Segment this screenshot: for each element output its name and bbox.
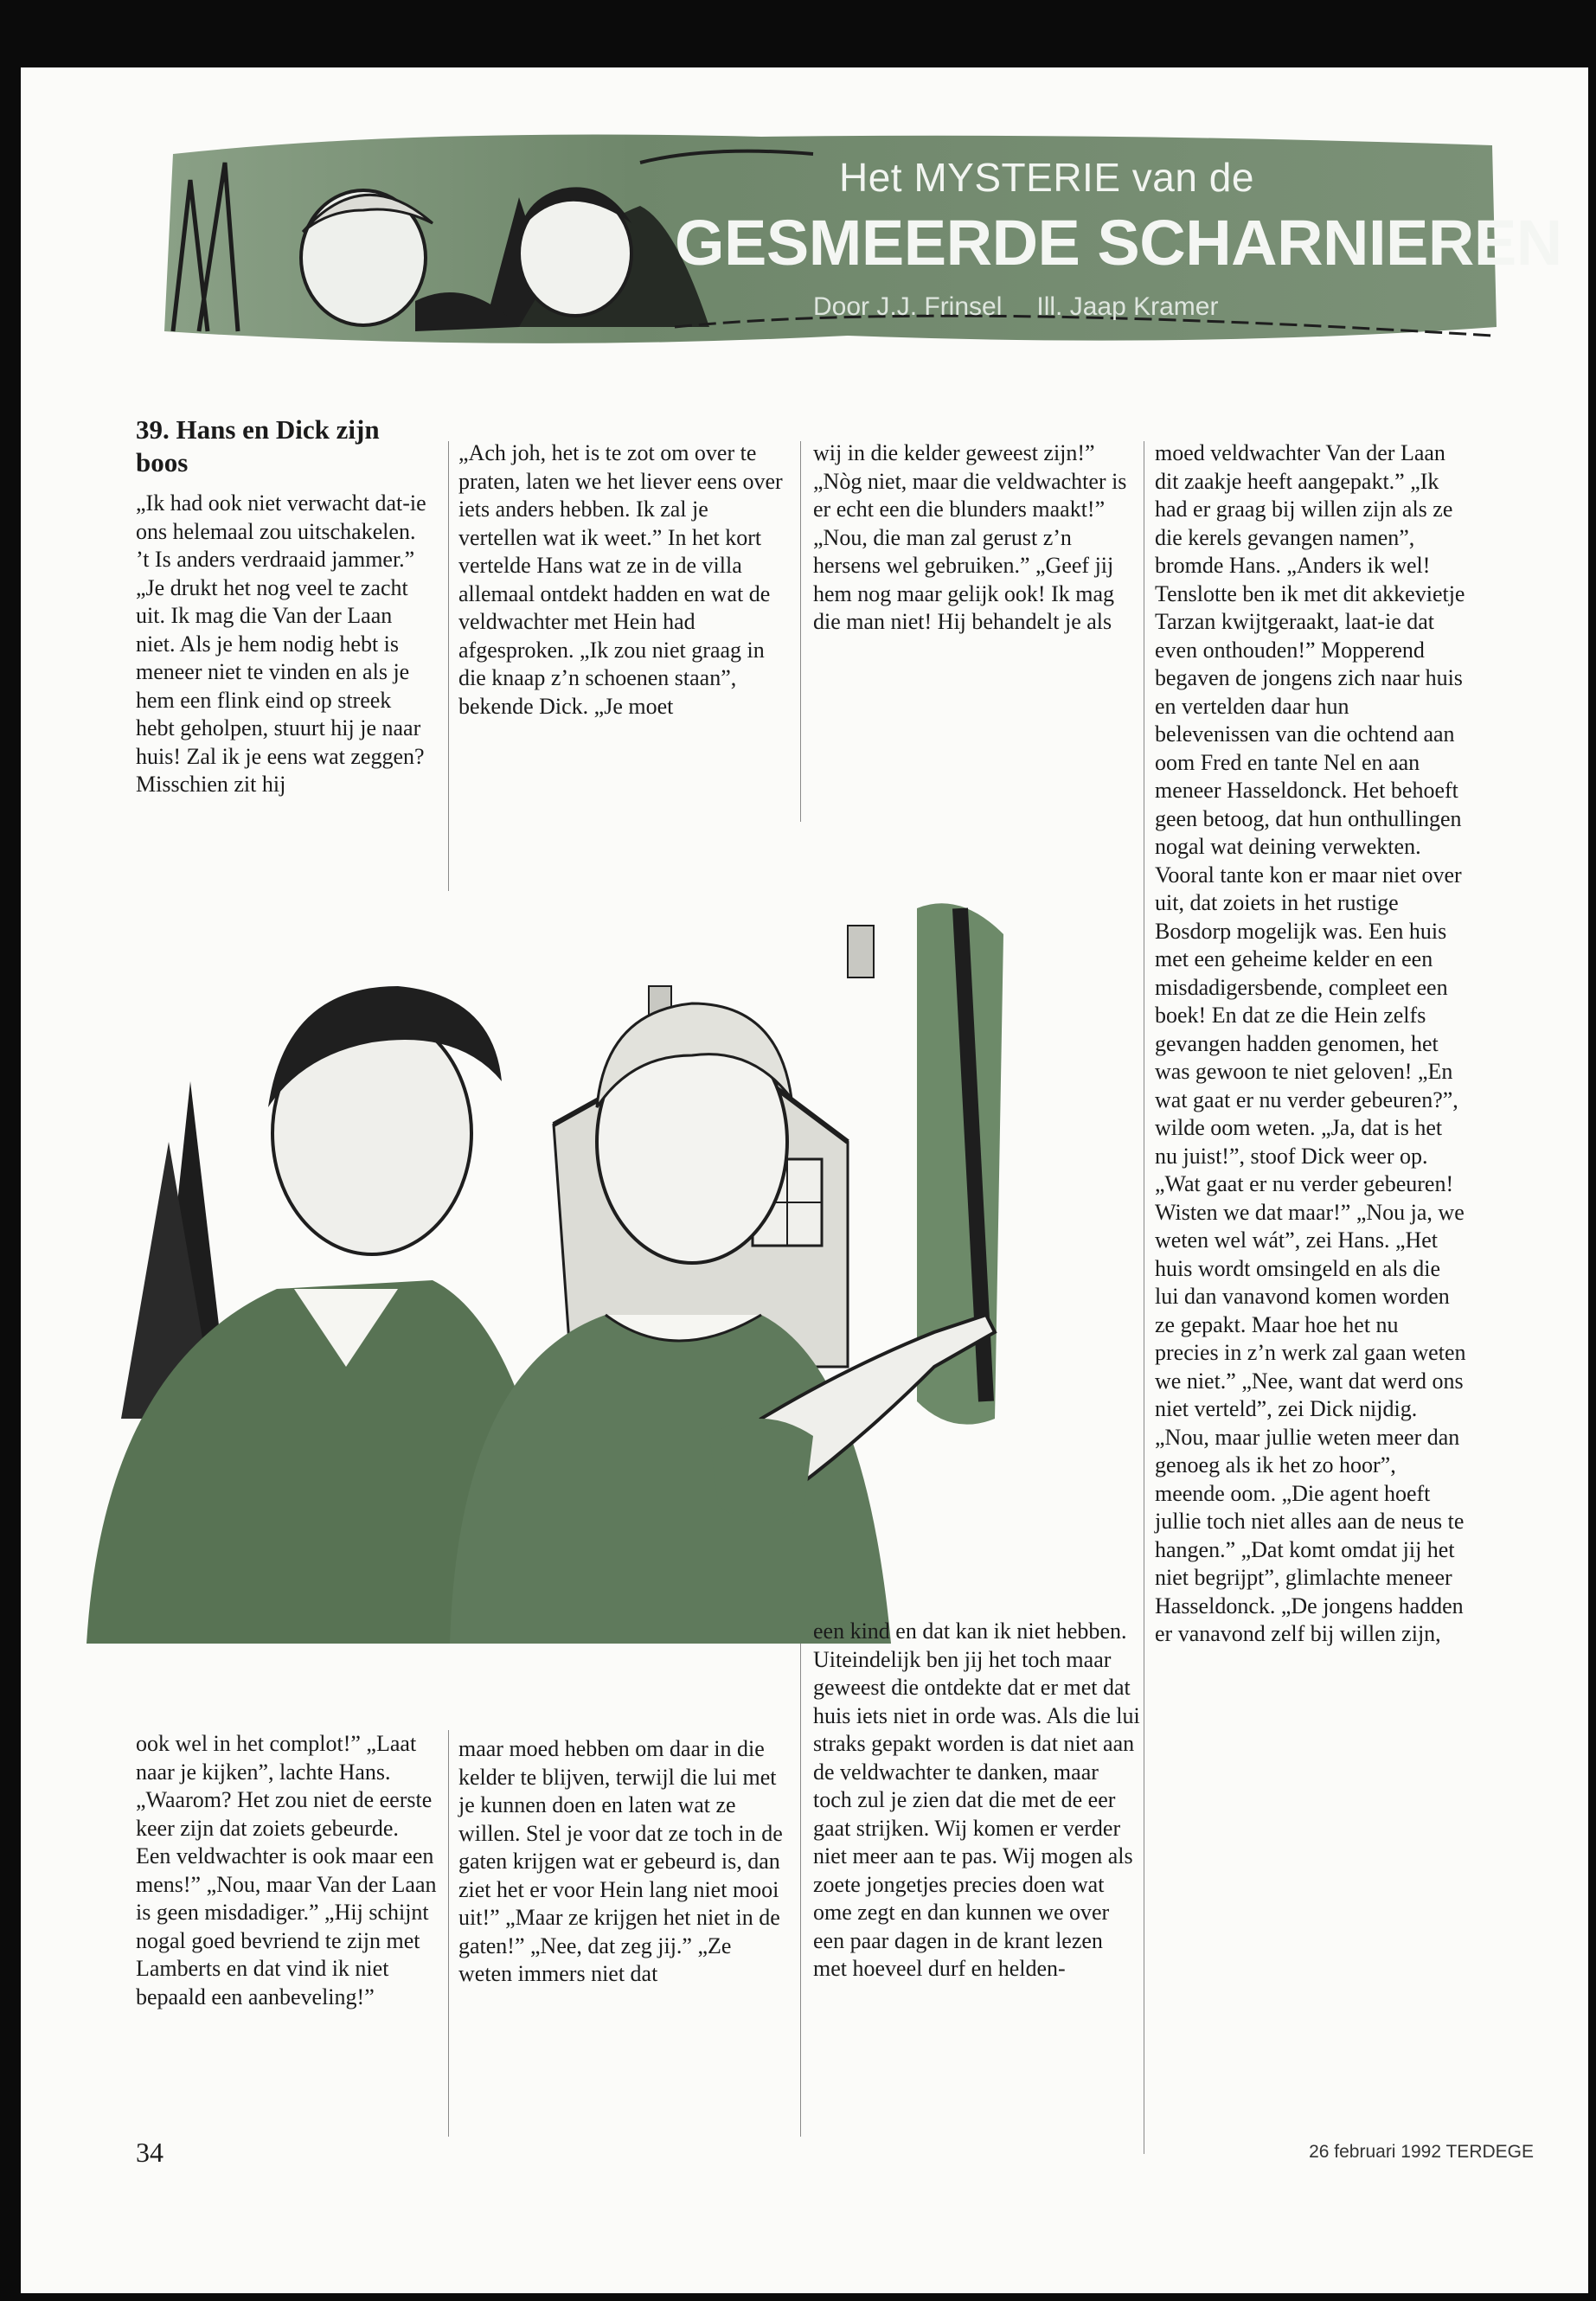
column-divider: [448, 441, 449, 891]
column-1-bottom-text: ook wel in het complot!” „Laat naar je kijken”, lachte Hans. „Waarom? Het zou niet de eerste keer zijn dat zoiets gebeurde. Een veldwachter is ook maar een mens!” „Nou, maar Van der Laan is geen misdadiger.” „Hij schijnt nogal goed bevriend te zijn met Lamberts en dat vind ik niet bepaald een aanbeveling!”: [136, 1731, 437, 2009]
column-4: [1155, 439, 1466, 1649]
boys-illustration: [87, 882, 1073, 1644]
column-1-bottom: [136, 1730, 439, 2011]
banner-illustrator: Ill. Jaap Kramer: [1036, 292, 1219, 321]
column-divider: [800, 1618, 801, 2137]
banner-credits: [813, 292, 1218, 322]
column-divider: [800, 441, 801, 822]
column-2-bottom-text: maar moed hebben om daar in die kelder te blijven, terwijl die lui met je kunnen doen en laten wat ze willen. Stel je voor dat ze toch in de gaten krijgen wat er gebeurd is, dan ziet het er voor Hein lang niet mooi uit!” „Maar ze krijgen het niet in de gaten!” „Nee, dat zeg jij.” „Ze weten immers niet dat: [458, 1736, 783, 1986]
column-3-bottom-text: een kind en dat kan ik niet hebben. Uiteindelijk ben jij het toch maar geweest die ontdekte dat er met dat huis iets niet in orde was. Als die lui straks gepakt worden is dat niet aan de veldwachter te danken, maar toch zul je zien dat die met de eer gaat strijken. Wij komen er verder niet meer aan te pas. Wij mogen als zoete jongetjes precies doen wat ome zegt en dan kunnen we over een paar dagen in de krant lezen met hoeveel durf en helden-: [813, 1618, 1140, 1981]
column-divider: [448, 1730, 449, 2137]
column-2-top-text: „Ach joh, het is te zot om over te praten, laten we het liever eens over iets anders hebben. Ik zal je vertellen wat ik weet.” In het kort vertelde Hans wat ze in de villa allemaal ontdekt hadden en wat de veldwachter met Hein had afgesproken. „Ik zou niet graag in die knaap z’n schoenen staan”, bekende Dick. „Je moet: [458, 440, 783, 719]
column-4-text: moed veldwachter Van der Laan dit zaakje heeft aangepakt.” „Ik had er graag bij willen zijn als ze die kerels gevangen namen”, bromde Hans. „Anders ik wel! Tenslotte ben ik met dit akkevietje Tarzan kwijtgeraakt, laat-ie dat even onthouden!” Mopperend begaven de jongens zich naar huis en vertelden daar hun belevenissen van die ochtend aan oom Fred en tante Nel en aan meneer Hasseldonck. Het behoeft geen betoog, dat hun onthullingen nogal wat deining verwekten. Vooral tante kon er maar niet over uit, dat zoiets in het rustige Bosdorp mogelijk was. Een huis met een geheime kelder en een misdadigersbende, compleet een boek! En dat ze die Hein zelfs gevangen hadden genomen, het was gewoon te niet geloven! „En wat gaat er nu verder gebeuren?”, wilde oom weten. „Ja, dat is het nu juist!”, stoof Dick weer op. „Wat gaat er nu verder gebeuren! Wisten we dat maar!” „Nou ja, we weten wel wát”, zei Hans. „Het huis wordt omsingeld en als die lui dan vanavond komen worden ze gepakt. Maar hoe het nu precies in z’n werk zal gaan weten we niet.” „Nee, want dat werd ons niet verteld”, zei Dick nijdig. „Nou, maar jullie weten meer dan genoeg als ik het zo hoor”, meende oom. „Die agent hoeft jullie toch niet alles aan de neus te hangen.” „Dat komt omdat jij het niet begrijpt”, glimlachte meneer Hasseldonck. „De jongens hadden er vanavond zelf bij willen zijn,: [1155, 440, 1466, 1646]
column-1-top: [136, 413, 430, 799]
chapter-heading: 39. Hans en Dick zijn boos: [136, 414, 380, 478]
issue-date: 26 februari 1992 TERDEGE: [1309, 2142, 1534, 2162]
scan-top-border: [0, 0, 1596, 67]
banner-title-line2: GESMEERDE SCHARNIEREN: [675, 207, 1562, 279]
column-1-top-text: „Ik had ook niet verwacht dat-ie ons helemaal zou uitschakelen. ’t Is anders verdraaid jammer.” „Je drukt het nog veel te zacht uit. Ik mag die Van der Laan niet. Als je hem nodig hebt is meneer niet te vinden en als je hem een flink eind op streek hebt geholpen, stuurt hij je naar huis! Zal ik je eens wat zeggen? Misschien zit hij: [136, 490, 426, 797]
page-number: 34: [136, 2137, 163, 2168]
story-illustration: [87, 882, 1073, 1644]
story-banner: [156, 128, 1562, 353]
column-2-top: [458, 439, 787, 721]
column-3-bottom: [813, 1618, 1142, 1984]
banner-author: Door J.J. Frinsel: [813, 292, 1003, 321]
column-2-bottom: [458, 1735, 787, 1989]
column-3-top-text: wij in die kelder geweest zijn!” „Nòg niet, maar die veldwachter is er echt een die blunders maakt!” „Nou, die man zal gerust z’n hersens wel gebruiken.” „Geef jij hem nog maar gelijk ook! Ik mag die man niet! Hij behandelt je als: [813, 440, 1127, 634]
column-3-top: [813, 439, 1142, 637]
banner-title-line1: Het MYSTERIE van de: [839, 155, 1254, 200]
